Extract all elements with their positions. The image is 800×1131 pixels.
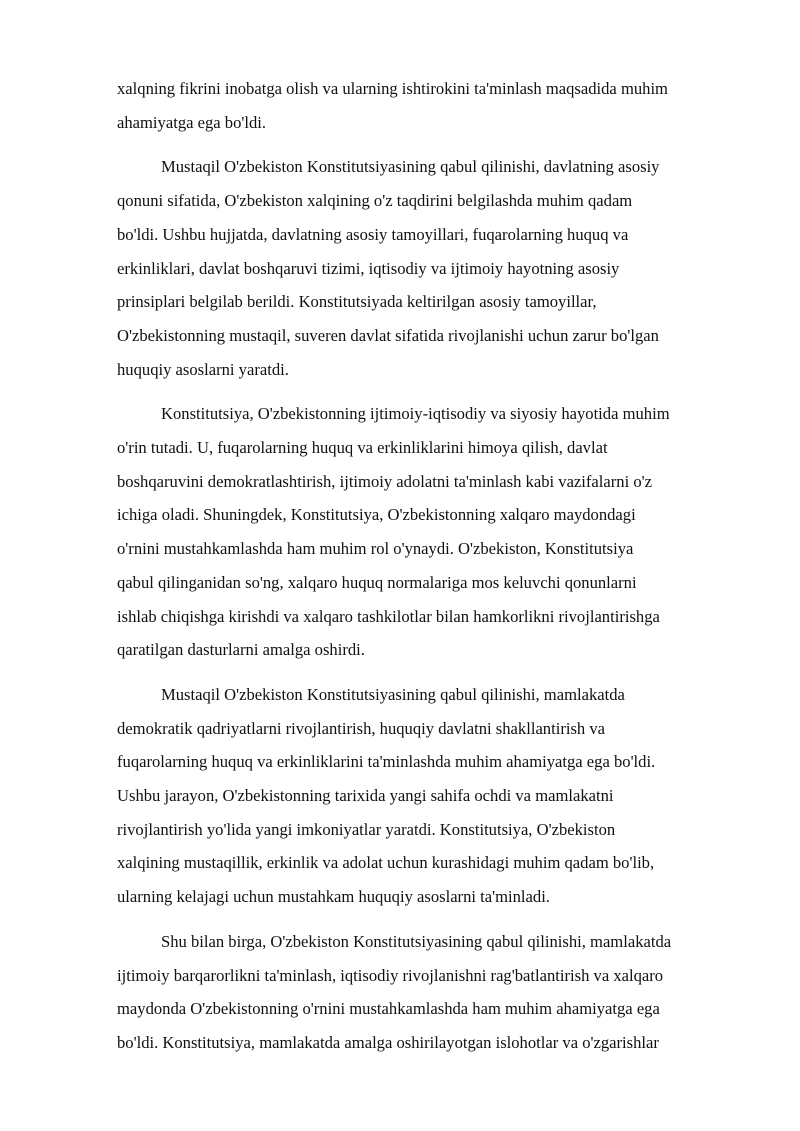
paragraph-line: boshqaruvini demokratlashtirish, ijtimoiy adolatni ta'minlash kabi vazifalarni o'z (117, 471, 653, 491)
paragraph-line: xalqning fikrini inobatga olish va ularning ishtirokini ta'minlash maqsadida muhim (117, 79, 668, 98)
paragraph (117, 150, 745, 386)
paragraph-line: bo'ldi. Ushbu hujjatda, davlatning asosiy tamoyillari, fuqarolarning huquq va (117, 224, 629, 244)
paragraph-line: fuqarolarning huquq va erkinliklarini ta'minlashda muhim ahamiyatga ega bo'ldi. (117, 752, 656, 772)
paragraph-line: Ushbu jarayon, O'zbekistonning tarixida yangi sahifa ochdi va mamlakatni (117, 786, 614, 806)
paragraph-line: demokratik qadriyatlarni rivojlantirish, huquqiy davlatni shakllantirish va (117, 718, 606, 738)
paragraph-line: ichiga oladi. Shuningdek, Konstitutsiya, O'zbekistonning xalqaro maydondagi (117, 505, 636, 525)
paragraph-line: qabul qilinganidan so'ng, xalqaro huquq normalariga mos keluvchi qonunlarni (117, 572, 637, 592)
paragraph-line: Mustaqil O'zbekiston Konstitutsiyasining qabul qilinishi, davlatning asosiy (161, 157, 660, 177)
paragraph-line: o'rin tutadi. U, fuqarolarning huquq va erkinliklarini himoya qilish, davlat (117, 438, 608, 458)
paragraph (117, 72, 745, 139)
paragraph-line: maydonda O'zbekistonning o'rnini mustahkamlashda ham muhim ahamiyatga ega (117, 999, 660, 1019)
paragraph (117, 397, 745, 667)
paragraph (117, 925, 745, 1060)
paragraph-line: huquqiy asoslarni yaratdi. (117, 359, 289, 379)
paragraph-line: erkinliklari, davlat boshqaruvi tizimi, iqtisodiy va ijtimoiy hayotning asosiy (117, 258, 620, 278)
paragraph-line: bo'ldi. Konstitutsiya, mamlakatda amalga oshirilayotgan islohotlar va o'zgarishlar (117, 1032, 659, 1052)
paragraph-line: ularning kelajagi uchun mustahkam huquqiy asoslarni ta'minladi. (117, 887, 550, 907)
paragraph-line: Mustaqil O'zbekiston Konstitutsiyasining qabul qilinishi, mamlakatda (161, 684, 625, 704)
paragraph-line: qaratilgan dasturlarni amalga oshirdi. (117, 640, 365, 660)
paragraph (117, 678, 745, 914)
paragraph-line: Konstitutsiya, O'zbekistonning ijtimoiy-iqtisodiy va siyosiy hayotida muhim (161, 404, 670, 424)
paragraph-line: Shu bilan birga, O'zbekiston Konstitutsiyasining qabul qilinishi, mamlakatda (161, 931, 672, 951)
paragraph-line: prinsiplari belgilab berildi. Konstitutsiyada keltirilgan asosiy tamoyillar, (117, 292, 597, 312)
paragraph-line: rivojlantirish yo'lida yangi imkoniyatlar yaratdi. Konstitutsiya, O'zbekiston (117, 819, 616, 839)
paragraph-line: qonuni sifatida, O'zbekiston xalqining o'z taqdirini belgilashda muhim qadam (117, 191, 633, 211)
paragraph-line: ijtimoiy barqarorlikni ta'minlash, iqtisodiy rivojlanishni rag'batlantirish va xalqaro (117, 965, 664, 985)
paragraph-line: xalqining mustaqillik, erkinlik va adolat uchun kurashidagi muhim qadam bo'lib, (117, 853, 655, 873)
paragraph-line: ishlab chiqishga kirishdi va xalqaro tashkilotlar bilan hamkorlikni rivojlantirishga (117, 606, 660, 626)
paragraph-line: O'zbekistonning mustaqil, suveren davlat sifatida rivojlanishi uchun zarur bo'lgan (117, 325, 659, 345)
paragraph-line: ahamiyatga ega bo'ldi. (117, 112, 267, 132)
paragraph-line: o'rnini mustahkamlashda ham muhim rol o'ynaydi. O'zbekiston, Konstitutsiya (117, 539, 634, 559)
document-body (117, 72, 745, 1071)
